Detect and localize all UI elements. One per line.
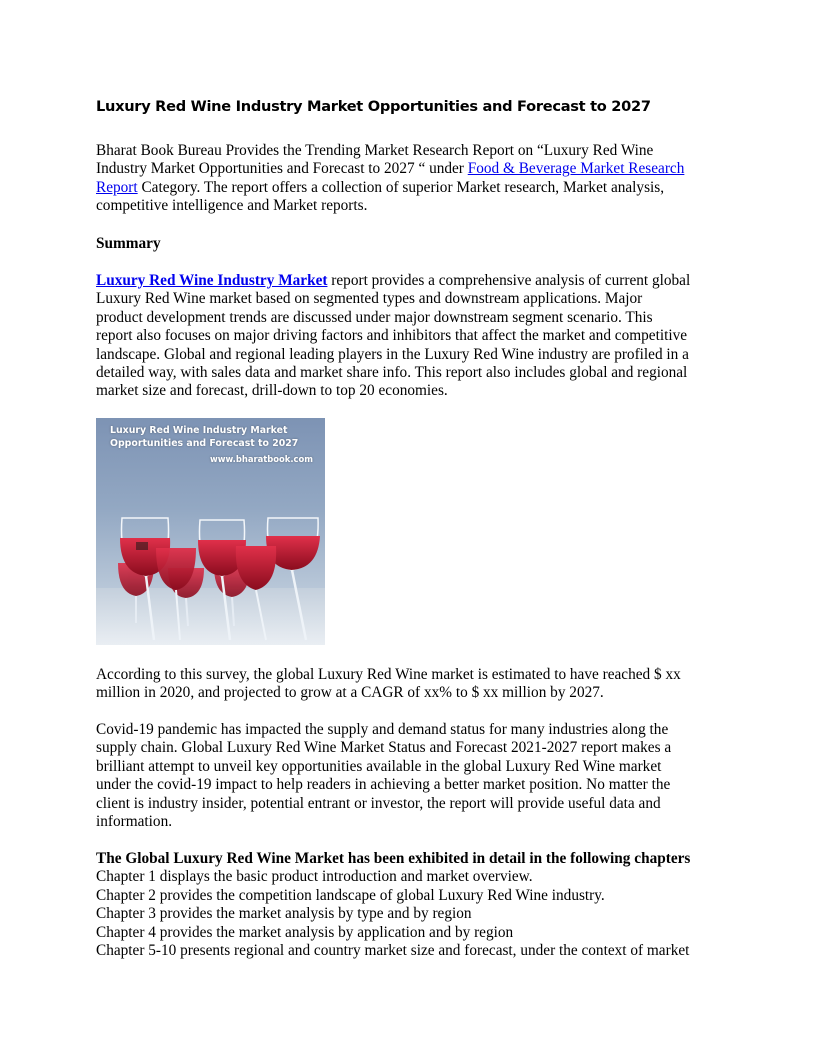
chapter-item: Chapter 1 displays the basic product introduction and market overview. [96,868,533,886]
summary-line: landscape. Global and regional leading players in the Luxury Red Wine industry are profiled in a [96,345,689,363]
survey-line: million in 2020, and projected to grow at a CAGR of xx% to $ xx million by 2027. [96,684,604,702]
page-title: Luxury Red Wine Industry Market Opportunities and Forecast to 2027 [96,98,651,115]
intro-text: Industry Market Opportunities and Forecast to 2027 “ under [96,160,468,178]
intro-line: Bharat Book Bureau Provides the Trending Market Research Report on “Luxury Red Wine [96,142,654,159]
summary-text: report provides a comprehensive analysis of current global [327,272,691,289]
covid-line: brilliant attempt to unveil key opportunities available in the global Luxury Red Wine market [96,757,662,775]
intro-line: competitive intelligence and Market reports. [96,197,368,215]
summary-line: Luxury Red Wine market based on segmented types and downstream applications. Major [96,290,643,308]
chapter-item: Chapter 5-10 presents regional and country market size and forecast, under the context of market [96,942,690,960]
chapter-item: Chapter 2 provides the competition landscape of global Luxury Red Wine industry. [96,886,605,904]
summary-line: market size and forecast, drill-down to top 20 economies. [96,382,448,400]
cover-title [110,424,298,450]
cover-title-line: Opportunities and Forecast to 2027 [110,438,299,449]
covid-line: under the covid-19 impact to help readers in achieving a better market position. No matter the [96,776,671,794]
intro-text: Category. The report offers a collection of superior Market research, Market analysis, [137,178,665,196]
chapters-section [96,850,720,960]
covid-line: information. [96,813,173,831]
covid-line: supply chain. Global Luxury Red Wine Market Status and Forecast 2021-2027 report makes a [96,739,672,757]
report-title-link[interactable]: Luxury Red Wine Industry Market [96,272,328,289]
covid-line: client is industry insider, potential entrant or investor, the report will provide useful data and [96,794,661,812]
summary-heading: Summary [96,235,161,252]
intro-line [96,160,720,178]
summary-line [96,272,720,290]
survey-paragraph [96,666,720,703]
food-beverage-category-link-cont[interactable]: Report [96,178,138,196]
survey-line: According to this survey, the global Luxury Red Wine market is estimated to have reached $ xx [96,666,681,683]
chapter-item: Chapter 4 provides the market analysis by application and by region [96,923,514,941]
summary-line: detailed way, with sales data and market share info. This report also includes global and regional [96,364,688,382]
covid-line: Covid-19 pandemic has impacted the supply and demand status for many industries along the [96,721,669,738]
summary-line: product development trends are discussed under major downstream segment scenario. This [96,308,653,326]
summary-line: report also focuses on major driving factors and inhibitors that affect the market and competitive [96,327,688,345]
chapters-heading: The Global Luxury Red Wine Market has been exhibited in detail in the following chapters [96,850,691,867]
food-beverage-category-link[interactable]: Food & Beverage Market Research [467,160,685,178]
chapter-item: Chapter 3 provides the market analysis by type and by region [96,905,472,923]
intro-paragraph [96,142,720,216]
covid-paragraph [96,721,720,831]
cover-title-line: Luxury Red Wine Industry Market [110,425,288,436]
intro-line [96,179,720,197]
cover-url: www.bharatbook.com [210,454,313,464]
summary-paragraph [96,272,720,401]
report-cover-image [96,418,325,645]
